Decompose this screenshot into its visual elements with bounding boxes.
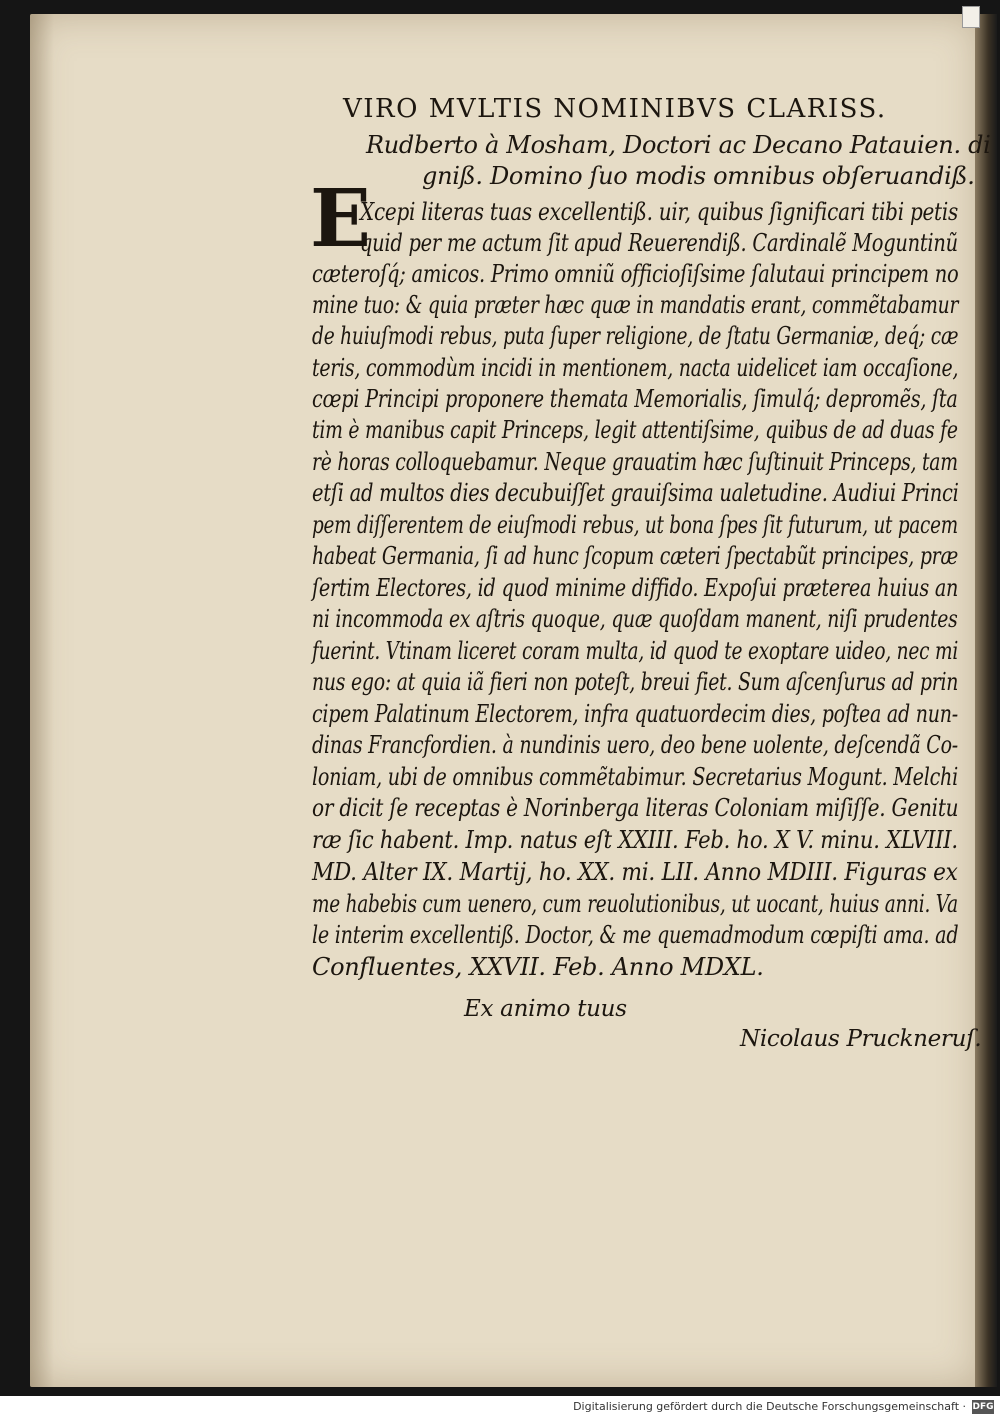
closing-line: Ex animo tuus <box>464 996 627 1022</box>
body-line: MD. Alter IX. Martij, ho. XX. mi. LII. Anno MDIII. Figuras ex <box>312 858 958 886</box>
body-line: pem diſſerentem de eiuſmodi rebus, ut bona ſpes ſit futurum, ut pacem <box>312 511 958 539</box>
body-line: Xcepi literas tuas excellentiß. uir, quibus ſignificari tibi petis <box>360 198 958 226</box>
body-line: le interim excellentiß. Doctor, & me quemadmodum cœpiſti ama. ad <box>312 921 959 949</box>
body-line: fuerint. Vtinam liceret coram multa, id quod te exoptare uideo, nec mi <box>312 637 959 665</box>
clip-mark <box>962 6 980 28</box>
body-line: tim è manibus capit Princeps, legit attentiſsime, quibus de ad duas fe <box>312 416 958 444</box>
body-line: cæteroſq́; amicos. Primo omniũ officioſiſsime ſalutaui principem no <box>312 260 959 288</box>
body-line: ſertim Electores, id quod minime diffido. Expoſui præterea huius an <box>312 574 959 602</box>
page-edge <box>975 14 997 1387</box>
body-line: cœpi Principi proponere themata Memorialis, ſimulq́; depromẽs, ſta <box>312 385 958 413</box>
drop-cap: E <box>310 171 371 265</box>
body-line: nus ego: at quia iã fieri non poteſt, breui fiet. Sum aſcenſurus ad prin <box>312 668 959 696</box>
body-line: de huiuſmodi rebus, puta ſuper religione, de ſtatu Germaniæ, deq́; cæ <box>312 322 959 350</box>
letter-heading: VIRO MVLTIS NOMINIBVS CLARISS. <box>343 94 887 124</box>
body-line: habeat Germania, ſi ad hunc ſcopum cæteri ſpectabũt principes, præ <box>312 542 958 570</box>
body-line: teris, commodùm incidi in mentionem, nacta uidelicet iam occaſione, <box>312 354 959 382</box>
address-line-2: gniß. Domino ſuo modis omnibus obſeruandiß. <box>422 162 975 190</box>
body-line: Confluentes, XXVII. Feb. Anno MDXL. <box>312 953 764 981</box>
body-line: or dicit ſe receptas è Norinberga literas Coloniam miſiſſe. Genitu <box>312 794 959 822</box>
spine-shadow <box>30 14 54 1387</box>
footer-credit: Digitalisierung gefördert durch die Deutsche Forschungsgemeinschaft · <box>573 1400 966 1413</box>
signature: Nicolaus Pruckneruſ. <box>740 1026 982 1052</box>
body-line: me habebis cum uenero, cum reuolutionibus, ut uocant, huius anni. Va <box>312 890 958 918</box>
dfg-logo-icon: DFG <box>972 1402 994 1412</box>
body-line: quid per me actum ſit apud Reuerendiß. Cardinalẽ Moguntinũ <box>360 229 958 257</box>
body-line: etſi ad multos dies decubuiſſet grauiſsima ualetudine. Audiui Princi <box>312 479 959 507</box>
body-line: ræ ſic habent. Imp. natus eſt XXIII. Feb. ho. X V. minu. XLVIII. <box>312 826 958 854</box>
body-line: mine tuo: & quia præter hæc quæ in mandatis erant, commẽtabamur <box>312 291 959 319</box>
address-line-1: Rudberto à Mosham, Doctori ac Decano Patauien. di <box>366 131 991 159</box>
body-line: rè horas colloquebamur. Neque grauatim hæc ſuſtinuit Princeps, tam <box>312 448 958 476</box>
body-line: loniam, ubi de omnibus commẽtabimur. Secretarius Mogunt. Melchi <box>312 763 958 791</box>
body-line: cipem Palatinum Electorem, infra quatuordecim dies, poſtea ad nun- <box>312 700 958 728</box>
body-line: dinas Francfordien. à nundinis uero, deo bene uolente, deſcendã Co- <box>312 731 958 759</box>
body-line: ni incommoda ex aſtris quoque, quæ quoſdam manent, niſi prudentes <box>312 605 958 633</box>
